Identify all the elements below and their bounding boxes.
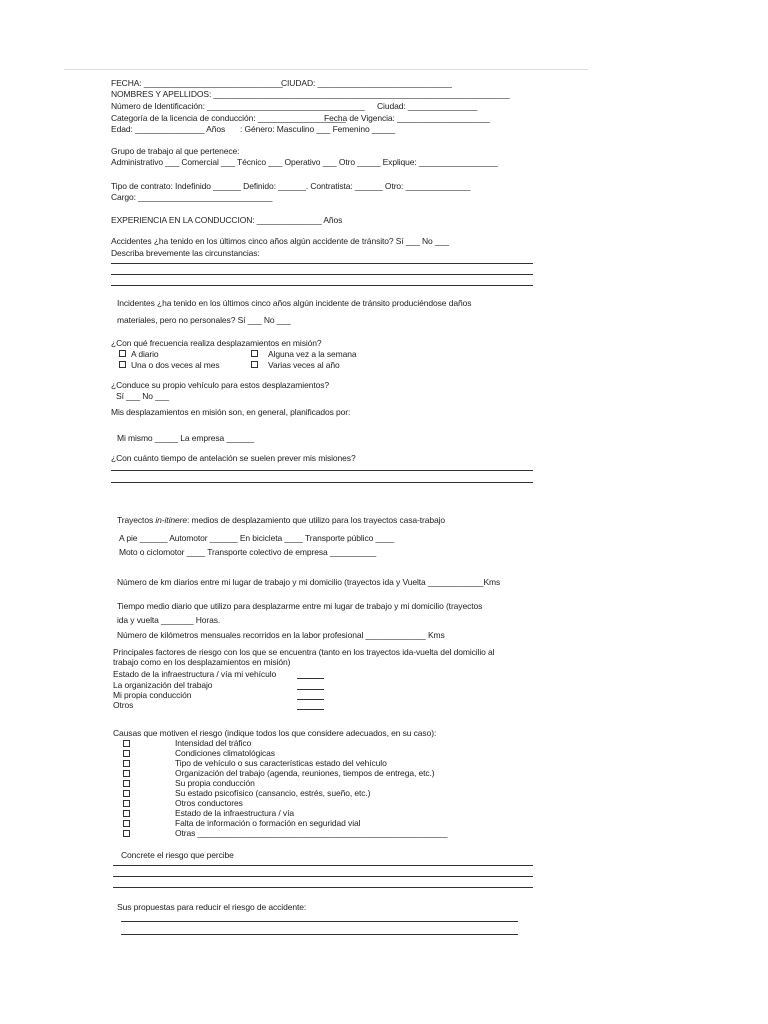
trayectos-title-italic: in-itinere	[155, 515, 187, 525]
grupo-title: Grupo de trabajo al que pertenece:	[111, 146, 240, 156]
planificados-question: Mis desplazamientos en misión son, en general, planificados por:	[111, 407, 351, 417]
frecuencia-varias: Varias veces al año	[268, 360, 340, 370]
antelacion-question: ¿Con cuánto tiempo de antelación se suelen prever mis misiones?	[111, 453, 356, 463]
tiempo-line1: Tiempo medio diario que utilizo para desplazarme entre mi lugar de trabajo y mi domicilio (trayectos	[117, 601, 483, 611]
factores-line2: trabajo como en los desplazamientos en misión)	[113, 657, 291, 667]
checkbox-a-diario[interactable]	[119, 350, 126, 357]
trayectos-row2: Moto o ciclomotor ____ Transporte colectivo de empresa __________	[119, 547, 377, 557]
answer-line	[113, 887, 533, 888]
checkbox-causa[interactable]	[123, 790, 130, 797]
causa-item: Su propia conducción	[175, 778, 255, 788]
causa-item: Organización del trabajo (agenda, reuniones, tiempos de entrega, etc.)	[175, 768, 435, 778]
factor-item: La organización del trabajo	[113, 680, 213, 690]
frecuencia-question: ¿Con qué frecuencia realiza desplazamientos en misión?	[111, 338, 322, 348]
checkbox-causa[interactable]	[123, 810, 130, 817]
answer-line	[121, 934, 518, 935]
factor-blank	[297, 678, 324, 679]
page-top-rule	[64, 69, 588, 70]
frecuencia-una-dos: Una o dos veces al mes	[131, 360, 220, 370]
frecuencia-a-diario: A diario	[131, 349, 159, 359]
km-mensuales: Número de kilómetros mensuales recorridos en la labor profesional _____________ Kms	[117, 630, 445, 640]
checkbox-causa[interactable]	[123, 770, 130, 777]
causa-item: Otras ______________________________________________________	[175, 828, 448, 838]
checkbox-varias[interactable]	[251, 361, 258, 368]
answer-line	[111, 285, 533, 286]
checkbox-causa[interactable]	[123, 780, 130, 787]
vigencia-field: Fecha de Vigencia: ____________________	[324, 113, 490, 123]
answer-line	[111, 482, 533, 483]
accidentes-describa: Describa brevemente las circunstancias:	[111, 248, 260, 258]
incidentes-line2: materiales, pero no personales? Sí ___ No ___	[117, 315, 291, 325]
grupo-options: Administrativo ___ Comercial ___ Técnico ___ Operativo ___ Otro _____ Explique: _________________	[111, 157, 498, 167]
causa-item: Su estado psicofísico (cansancio, estrés, sueño, etc.)	[175, 788, 371, 798]
vehiculo-question: ¿Conduce su propio vehículo para estos desplazamientos?	[111, 380, 329, 390]
vehiculo-answer: Sí ___ No ___	[116, 391, 170, 401]
trayectos-title	[117, 515, 445, 525]
factor-item: Mi propia conducción	[113, 690, 192, 700]
factor-item: Otros	[113, 700, 134, 710]
answer-line	[113, 865, 533, 866]
causa-item: Estado de la infraestructura / vía	[175, 808, 294, 818]
nombres-field: NOMBRES Y APELLIDOS: ________________________________________________________________	[111, 89, 510, 99]
causa-item: Otros conductores	[175, 798, 243, 808]
checkbox-causa[interactable]	[123, 830, 130, 837]
tiempo-line2: ida y vuelta _______ Horas.	[117, 615, 221, 625]
km-diarios: Número de km diarios entre mi lugar de trabajo y mi domicilio (trayectos ida y Vuelta ____________Kms	[117, 577, 501, 587]
checkbox-una-dos[interactable]	[119, 361, 126, 368]
edad-field: Edad: _______________ Años	[111, 124, 226, 134]
answer-line	[111, 274, 533, 275]
factor-item: Estado de la infraestructura / vía mi vehículo	[113, 669, 277, 679]
factores-line1: Principales factores de riesgo con los que se encuentra (tanto en los trayectos ida-vuelta del domicilio al	[113, 647, 495, 657]
genero-field: : Género: Masculino ___ Femenino _____	[240, 124, 395, 134]
accidentes-question: Accidentes ¿ha tenido en los últimos cinco años algún accidente de tránsito? Sí ___ No ___	[111, 236, 449, 246]
factor-blank	[297, 689, 324, 690]
factor-blank	[297, 709, 324, 710]
trayectos-row1: A pie ______ Automotor ______ En bicicleta ____ Transporte público ____	[119, 533, 395, 543]
answer-line	[111, 263, 533, 264]
planificados-answer: Mi mismo _____ La empresa ______	[117, 433, 255, 443]
checkbox-alguna-vez[interactable]	[251, 350, 258, 357]
trayectos-title-a: Trayectos	[117, 515, 156, 525]
checkbox-causa[interactable]	[123, 760, 130, 767]
answer-line	[113, 876, 533, 877]
contrato-tipo: Tipo de contrato: Indefinido ______ Definido: ______. Contratista: ______ Otro: ______________	[111, 181, 471, 191]
checkbox-causa[interactable]	[123, 800, 130, 807]
causas-title: Causas que motiven el riesgo (indique todos los que considere adecuados, en su caso):	[113, 728, 437, 738]
checkbox-causa[interactable]	[123, 820, 130, 827]
checkbox-causa[interactable]	[123, 750, 130, 757]
ciudad2-field: Ciudad: _______________	[377, 101, 478, 111]
incidentes-line1: Incidentes ¿ha tenido en los últimos cinco años algún incidente de tránsito produciéndose daños	[117, 298, 472, 308]
answer-line	[111, 470, 533, 471]
trayectos-title-b: : medios de desplazamiento que utilizo para los trayectos casa-trabajo	[186, 515, 446, 525]
causa-item: Condiciones climatológicas	[175, 748, 275, 758]
fecha-field: FECHA: ______________________________	[111, 78, 283, 88]
causa-item: Falta de información o formación en seguridad vial	[175, 818, 361, 828]
ciudad-field: CIUDAD: _____________________________	[281, 78, 452, 88]
experiencia-field: EXPERIENCIA EN LA CONDUCCION: ______________ Años	[111, 215, 343, 225]
licencia-field: Categoría de la licencia de conducción: ___________________	[111, 113, 346, 123]
factor-blank	[297, 699, 324, 700]
propuestas-question: Sus propuestas para reducir el riesgo de accidente:	[117, 902, 307, 912]
causa-item: Tipo de vehículo o sus características estado del vehículo	[175, 758, 387, 768]
contrato-cargo: Cargo: _____________________________	[111, 192, 273, 202]
concrete-question: Concrete el riesgo que percibe	[121, 850, 234, 860]
identificacion-field: Número de Identificación: __________________________________	[111, 101, 365, 111]
answer-line	[121, 921, 518, 922]
causa-item: Intensidad del tráfico	[175, 738, 252, 748]
checkbox-causa[interactable]	[123, 740, 130, 747]
frecuencia-alguna-vez: Alguna vez a la semana	[268, 349, 357, 359]
